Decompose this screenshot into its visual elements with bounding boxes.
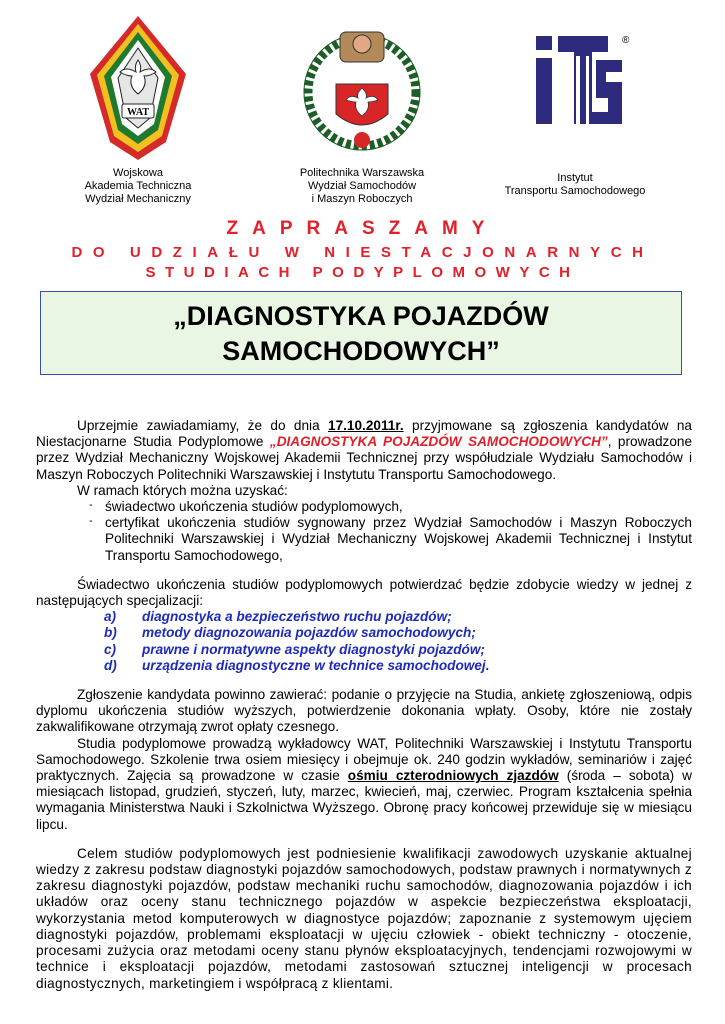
invitation-line-3: STUDIACH PODYPLOMOWYCH [145, 264, 580, 281]
program-name: „DIAGNOSTYKA POJAZDÓW SAMOCHODOWYCH” [269, 434, 608, 450]
paragraph-goals: Celem studiów podyplomowych jest podniesienie kwalifikacji zawodowych uzyskanie aktualnej wiedzy z zakresu podstaw diagnostyki pojazdów samochodowych, podstaw prawnych i normatywnych z zakresu diagnostyki pojazdów, podstaw mechaniki ruchu samochodów, diagnozowania pojazdów i ich układów oraz oceny stanu technicznego pojazdów w aspekcie bezpieczeństwa eksploatacji, wykorzystania metod komputerowych w diagnostyce pojazdów; zapoznanie z systemowym ujęciem diagnostyki pojazdów, problemami eksploatacji w ujęciu człowiek - obiekt techniczny - otoczenie, procesami zużycia oraz metodami oceny stanu płynów eksploatacyjnych, tendencjami rozwojowymi w technice i eksploatacji pojazdów, metodami zastosowań sztucznej inteligencji w procesach diagnostycznych, marketingiem i współpracą z klientami. [36, 845, 692, 991]
list-item: b) metody diagnozowania pojazdów samochodowych; [104, 625, 476, 641]
invitation-line-1: ZAPRASZAMY [226, 218, 499, 239]
caption-wat: Wojskowa Akademia Techniczna Wydział Mechaniczny [84, 167, 192, 205]
list-item: a) diagnostyka a bezpieczeństwo ruchu pojazdów; [104, 609, 452, 625]
certificate-list [36, 499, 692, 564]
registered-mark: ® [622, 35, 630, 46]
list-item: - certyfikat ukończenia studiów sygnowany przez Wydział Samochodów i Maszyn Roboczych Politechniki Warszawskiej i Wydział Mechaniczny Wojskowej Akademii Technicznej i Instytut Transportu Samochodowego, [89, 515, 692, 563]
invitation-line-2: DO UDZIAŁU W NIESTACJONARNYCH [71, 244, 654, 261]
paragraph-program: Studia podyplomowe prowadzą wykładowcy WAT, Politechniki Warszawskiej i Instytutu Transportu Samochodowego. Szkolenie trwa osiem miesięcy i obejmuje ok. 240 godzin wykładów, seminariów i zajęć praktycznych. Zajęcia są prowadzone w czasie ośmiu czterodniowych zjazdów (środa – sobota) w miesiącach listopad, grudzień, styczeń, luty, marzec, kwiecień, maj, czerwiec. Program kształcenia spełnia wymagania Ministerstwa Nauki i Szkolnictwa Wyższego. Obronę pracy końcowej przewiduje się w miesiącu lipcu. [36, 735, 692, 832]
pw-eagle-gear-emblem-icon [300, 14, 424, 162]
specialization-list [36, 609, 692, 674]
paragraph-options: W ramach których można uzyskać: [77, 482, 288, 498]
title-line-2: SAMOCHODOWYCH” [222, 336, 500, 366]
caption-its: Instytut Transportu Samochodowego [504, 172, 646, 197]
list-item: d) urządzenia diagnostyczne w technice samochodowej. [104, 657, 490, 673]
wat-eagle-emblem-icon [86, 14, 190, 162]
title-box [40, 291, 682, 375]
wat-logo-text: WAT [126, 107, 150, 118]
deadline-date: 17.10.2011r. [328, 418, 404, 433]
sessions-emphasis: ośmiu czterodniowych zjazdów [347, 768, 559, 784]
paragraph-application: Zgłoszenie kandydata powinno zawierać: podanie o przyjęcie na Studia, ankietę zgłoszeniową, odpis dyplomu ukończenia studiów wyższych, potwierdzenie dokonania wpłaty. Osoby, które nie zostały zakwalifikowane otrzymają zwrot opłaty czesnego. [36, 687, 692, 735]
list-item: c) prawne i normatywne aspekty diagnostyki pojazdów; [104, 641, 485, 657]
document-body [36, 418, 692, 992]
paragraph-specializations: Świadectwo ukończenia studiów podyplomowych potwierdzać będzie zdobycie wiedzy w jednej z następujących specjalizacji: [36, 576, 692, 609]
list-item: - świadectwo ukończenia studiów podyplomowych, [89, 499, 403, 515]
paragraph-intro: Uprzejmie zawiadamiamy, że do dnia 17.10.2011r. przyjmowane są zgłoszenia kandydatów na Niestacjonarne Studia Podyplomowe „DIAGNOSTYKA POJAZDÓW SAMOCHODOWYCH”, prowadzone przez Wydział Mechaniczny Wojskowej Akademii Technicznej przy współudziale Wydziału Samochodów i Maszyn Roboczych Politechniki Warszawskiej i Instytutu Transportu Samochodowego. [36, 418, 692, 482]
caption-pw: Politechnika Warszawska Wydział Samochodów i Maszyn Roboczych [299, 167, 425, 205]
title-line-1: „DIAGNOSTYKA POJAZDÓW [173, 301, 549, 331]
